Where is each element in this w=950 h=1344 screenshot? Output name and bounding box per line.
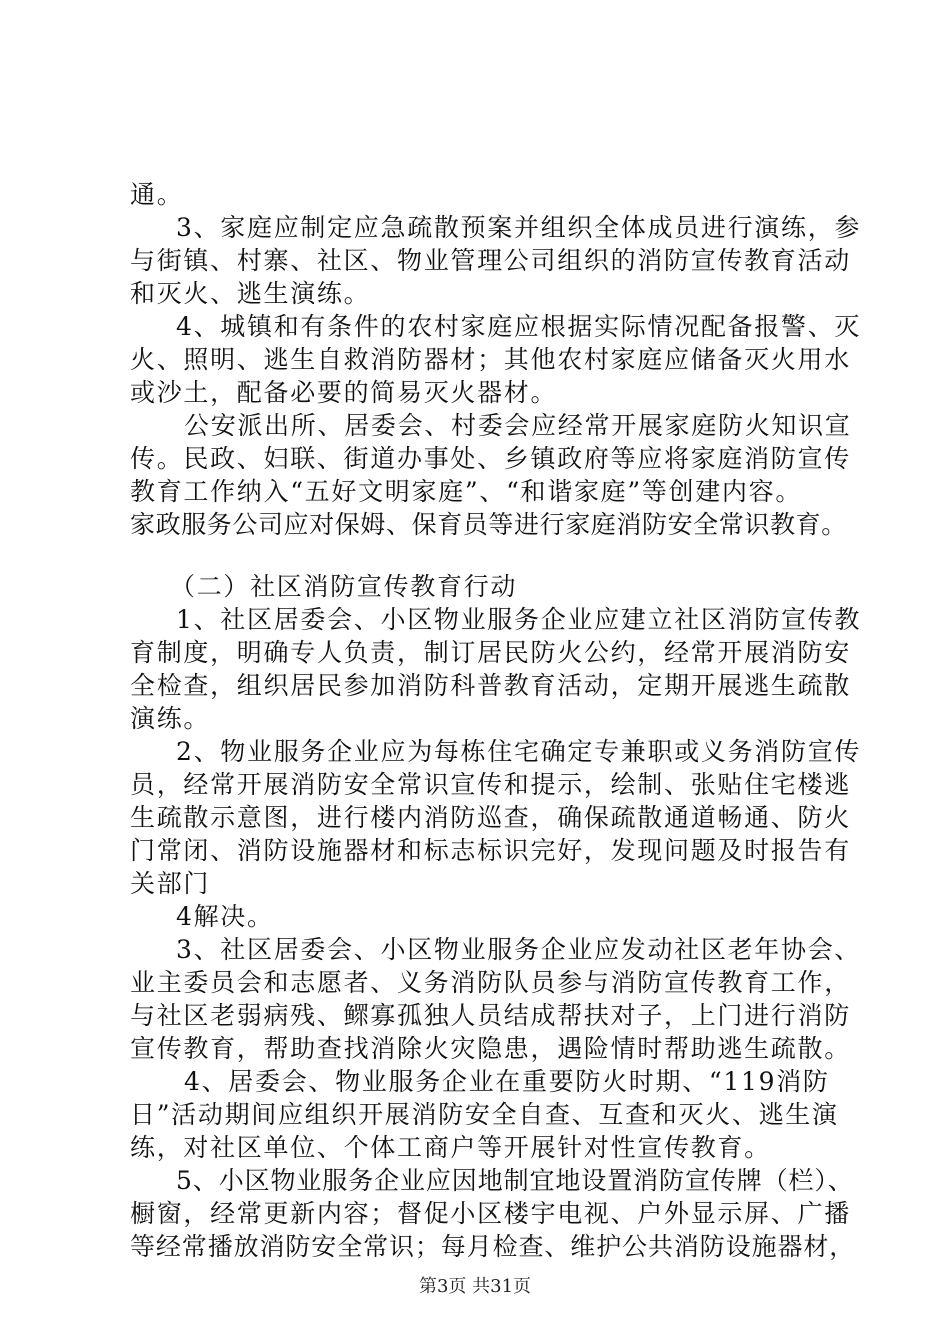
text-line: 火、照明、逃生自救消防器材；其他农村家庭应储备灭火用水: [130, 345, 851, 374]
text-line: 日”活动期间应组织开展消防安全自查、互查和灭火、逃生演: [130, 1100, 839, 1129]
text-line: 全检查，组织居民参加消防科普教育活动，定期开展逃生疏散: [130, 671, 851, 700]
text-line: 5、小区物业服务企业应因地制宜地设置消防宣传牌（栏）、: [176, 1166, 854, 1195]
text-line: 员，经常开展消防安全常识宣传和提示，绘制、张贴住宅楼逃: [130, 770, 851, 799]
text-line: 4解决。: [176, 902, 274, 931]
text-line: 家政服务公司应对保姆、保育员等进行家庭消防安全常识教育。: [130, 510, 847, 539]
text-line: 与社区老弱病残、鳏寡孤独人员结成帮扶对子，上门进行消防: [130, 1001, 851, 1030]
text-line: 3、社区居委会、小区物业服务企业应发动社区老年协会、: [176, 935, 862, 964]
section-heading: （二）社区消防宣传教育行动: [170, 572, 518, 601]
page-number: 第3页 共31页: [418, 1276, 532, 1297]
text-line: 业主委员会和志愿者、义务消防队员参与消防宣传教育工作，: [130, 968, 851, 997]
text-line: 2、物业服务企业应为每栋住宅确定专兼职或义务消防宣传: [176, 737, 862, 766]
text-line: 等经常播放消防安全常识；每月检查、维护公共消防设施器材，: [130, 1232, 856, 1261]
text-line: 4、居委会、物业服务企业在重要防火时期、“119消防: [184, 1067, 830, 1096]
text-line: 育制度，明确专人负责，制订居民防火公约，经常开展消防安: [130, 638, 851, 667]
text-line: 传。民政、妇联、街道办事处、乡镇政府等应将家庭消防宣传: [130, 444, 851, 473]
text-line: 4、城镇和有条件的农村家庭应根据实际情况配备报警、灭: [176, 312, 862, 341]
text-line: 3、家庭应制定应急疏散预案并组织全体成员进行演练，参: [176, 213, 862, 242]
text-line: 公安派出所、居委会、村委会应经常开展家庭防火知识宣: [184, 411, 852, 440]
text-line: 门常闭、消防设施器材和标志标识完好，发现问题及时报告有: [130, 836, 851, 865]
text-line: 教育工作纳入“五好文明家庭”、“和谐家庭”等创建内容。: [130, 477, 803, 506]
text-line: 或沙土，配备必要的简易灭火器材。: [130, 378, 558, 407]
text-line: 生疏散示意图，进行楼内消防巡查，确保疏散通道畅通、防火: [130, 803, 851, 832]
text-line: 关部门: [130, 869, 211, 898]
text-line: 通。: [130, 180, 184, 209]
text-line: 和灭火、逃生演练。: [130, 279, 371, 308]
text-line: 演练。: [130, 704, 211, 733]
text-line: 与街镇、村寨、社区、物业管理公司组织的消防宣传教育活动: [130, 246, 851, 275]
text-line: 橱窗，经常更新内容；督促小区楼宇电视、户外显示屏、广播: [130, 1199, 851, 1228]
text-line: 1、社区居委会、小区物业服务企业应建立社区消防宣传教: [176, 605, 862, 634]
text-line: 宣传教育，帮助查找消除火灾隐患，遇险情时帮助逃生疏散。: [130, 1034, 851, 1063]
text-line: 练，对社区单位、个体工商户等开展针对性宣传教育。: [130, 1133, 771, 1162]
